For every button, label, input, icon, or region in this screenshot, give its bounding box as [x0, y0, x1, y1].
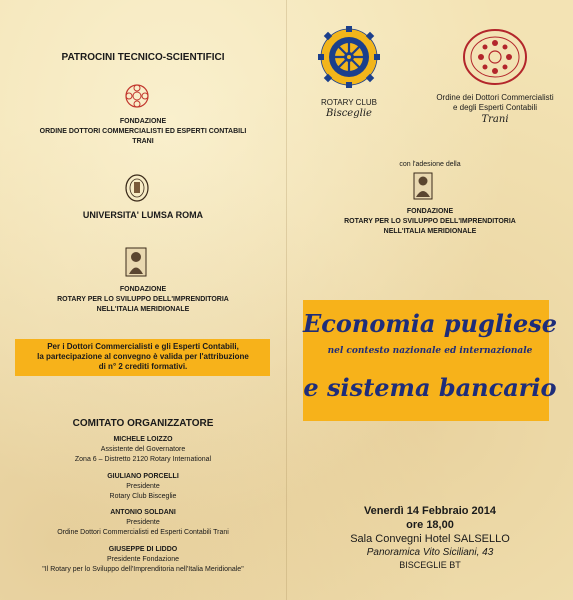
member-role: Presidente [126, 519, 160, 526]
member-role: Presidente Fondazione [107, 556, 179, 563]
rotary-wheel-logo-icon [317, 25, 381, 89]
member-name: GIULIANO PORCELLI [107, 473, 179, 480]
title-main: Economia pugliese [302, 309, 558, 338]
event-time: ore 18,00 [406, 519, 454, 531]
lumsa-name: UNIVERSITA' LUMSA ROMA [82, 210, 204, 220]
fondazione1-line3: TRANI [132, 138, 154, 145]
title-second: e sistema bancario [303, 373, 557, 402]
ordine-city: Trani [481, 114, 509, 125]
member-role: Presidente [126, 483, 160, 490]
ordine-line2: e degli Esperti Contabili [452, 103, 538, 112]
member-name: ANTONIO SOLDANI [110, 509, 176, 516]
credits-line3: di n° 2 crediti formativi. [98, 362, 188, 371]
fondazione-line2: ROTARY PER LO SVILUPPO DELL'IMPRENDITORIA [344, 218, 516, 225]
rotary-club-city: Bisceglie [326, 108, 372, 119]
ordine-line1: Ordine dei Dottori Commercialisti [436, 93, 554, 102]
fondazione2-line1: FONDAZIONE [119, 286, 167, 293]
odcec-foundation-logo-icon [124, 83, 150, 109]
comitato-title: COMITATO ORGANIZZATORE [72, 418, 214, 429]
rotary-foundation-logo-icon [125, 247, 147, 277]
event-address: Panoramica Vito Siciliani, 43 [366, 547, 494, 558]
member-role: Zona 6 – Distretto 2120 Rotary International [74, 456, 212, 463]
left-panel [0, 0, 286, 600]
credits-line2: la partecipazione al convegno è valida per l'attribuzione [37, 352, 249, 361]
event-date: Venerdì 14 Febbraio 2014 [363, 505, 497, 517]
fondazione2-line3: NELL'ITALIA MERIDIONALE [96, 306, 190, 313]
ordine-logo-icon [462, 28, 528, 86]
lumsa-logo-icon [124, 173, 150, 203]
right-panel [287, 0, 573, 600]
patrocini-title: PATROCINI TECNICO-SCIENTIFICI [61, 52, 225, 63]
member-name: GIUSEPPE DI LIDDO [108, 546, 178, 553]
fondazione-line1: FONDAZIONE [406, 208, 454, 215]
adesione-text: con l'adesione della [399, 161, 461, 168]
rotary-club-label: ROTARY CLUB [320, 98, 377, 107]
fondazione1-line1: FONDAZIONE [119, 118, 167, 125]
rotary-foundation-logo-icon [413, 172, 433, 200]
member-role: Rotary Club Bisceglie [109, 493, 177, 500]
credits-line1: Per i Dottori Commercialisti e gli Esperti Contabili, [47, 342, 239, 351]
member-role: Assistente del Governatore [100, 446, 186, 453]
event-venue: Sala Convegni Hotel SALSELLO [350, 533, 510, 545]
fondazione2-line2: ROTARY PER LO SVILUPPO DELL'IMPRENDITORIA [57, 296, 229, 303]
member-role: Ordine Dottori Commercialisti ed Esperti Contabili Trani [57, 529, 229, 536]
member-role: "Il Rotary per lo Sviluppo dell'Imprenditoria nell'Italia Meridionale" [42, 566, 244, 573]
member-name: MICHELE LOIZZO [113, 436, 173, 443]
fondazione1-line2: ORDINE DOTTORI COMMERCIALISTI ED ESPERTI CONTABILI [39, 128, 247, 135]
event-city: BISCEGLIE BT [399, 560, 461, 570]
title-subtitle: nel contesto nazionale ed internazionale [327, 346, 533, 356]
fondazione-line3: NELL'ITALIA MERIDIONALE [383, 228, 477, 235]
